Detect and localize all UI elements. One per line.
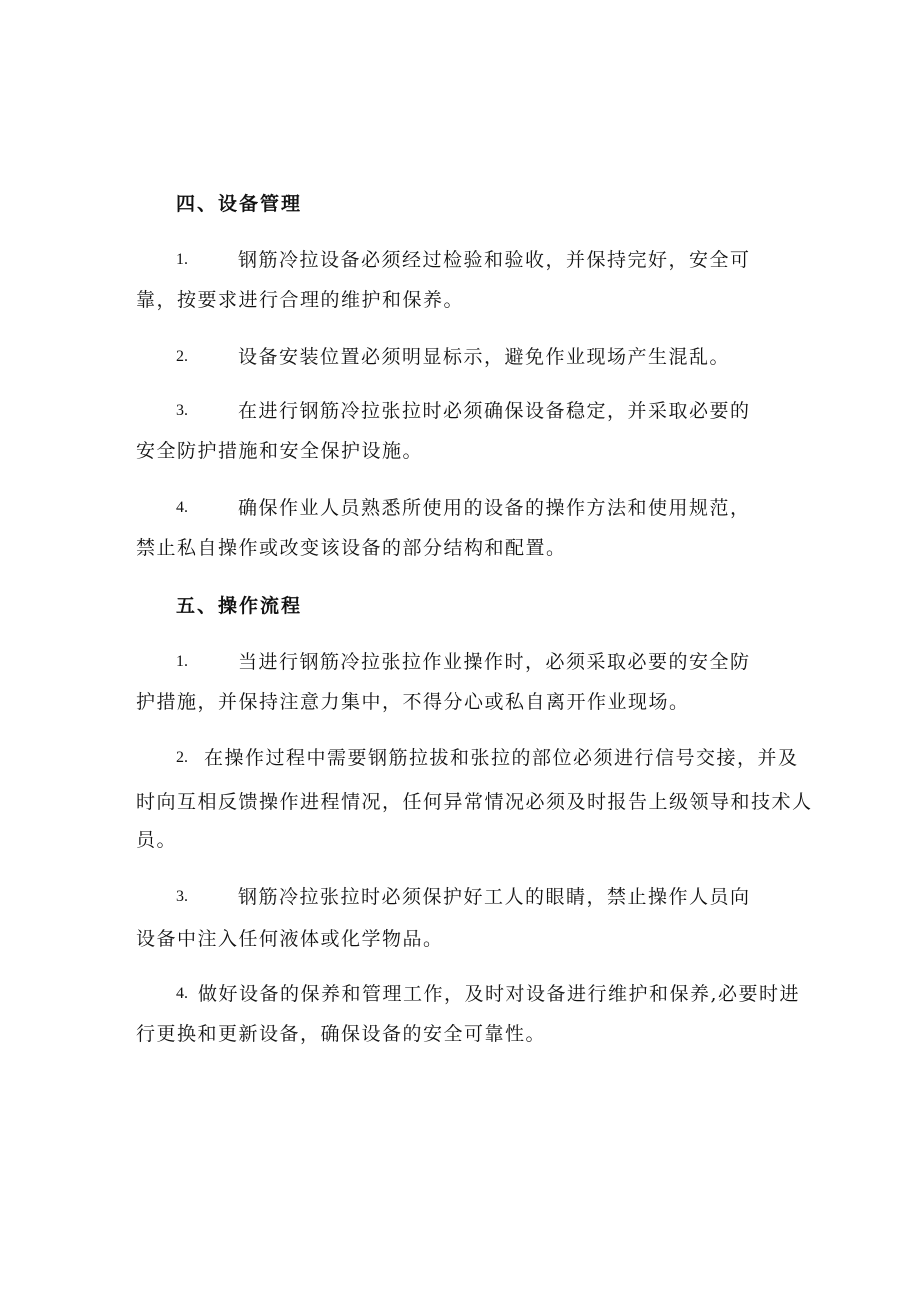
item-number: 3. <box>176 888 188 905</box>
item-number: 2. <box>176 749 188 766</box>
item-number: 4. <box>176 985 188 1002</box>
item-text-line: 在操作过程中需要钢筋拉拔和张拉的部位必须进行信号交接，并及 <box>204 747 799 769</box>
item-text-line: 当进行钢筋冷拉张拉作业操作时，必须采取必要的安全防 <box>238 651 751 673</box>
section-heading-equipment-management: 四、设备管理 <box>176 193 303 215</box>
item-text-line: 靠，按要求进行合理的维护和保养。 <box>136 289 465 311</box>
item-number: 1. <box>176 653 188 670</box>
item-text-line: 钢筋冷拉张拉时必须保护好工人的眼睛，禁止操作人员向 <box>238 886 751 908</box>
item-text-line: 钢筋冷拉设备必须经过检验和验收，并保持完好，安全可 <box>238 249 751 271</box>
item-number: 2. <box>176 348 188 365</box>
item-text-line: 设备安装位置必须明显标示，避免作业现场产生混乱。 <box>238 346 731 368</box>
item-text-line: 行更换和更新设备，确保设备的安全可靠性。 <box>136 1023 547 1045</box>
item-text-line: 护措施，并保持注意力集中，不得分心或私自离开作业现场。 <box>136 691 690 713</box>
item-text-line: 安全防护措施和安全保护设施。 <box>136 440 424 462</box>
item-number: 4. <box>176 499 188 516</box>
item-number: 3. <box>176 402 188 419</box>
item-text-line: 员。 <box>136 829 178 851</box>
item-text-line: 确保作业人员熟悉所使用的设备的操作方法和使用规范， <box>238 497 751 519</box>
section-heading-operation-process: 五、操作流程 <box>176 595 303 617</box>
item-text-line: 设备中注入任何液体或化学物品。 <box>136 928 444 950</box>
item-text-line: 时向互相反馈操作进程情况，任何异常情况必须及时报告上级领导和技术人 <box>136 791 813 813</box>
item-number: 1. <box>176 251 188 268</box>
item-text-line: 做好设备的保养和管理工作，及时对设备进行维护和保养,必要时进 <box>198 983 801 1005</box>
item-text-line: 在进行钢筋冷拉张拉时必须确保设备稳定，并采取必要的 <box>238 400 751 422</box>
item-text-line: 禁止私自操作或改变该设备的部分结构和配置。 <box>136 537 567 559</box>
